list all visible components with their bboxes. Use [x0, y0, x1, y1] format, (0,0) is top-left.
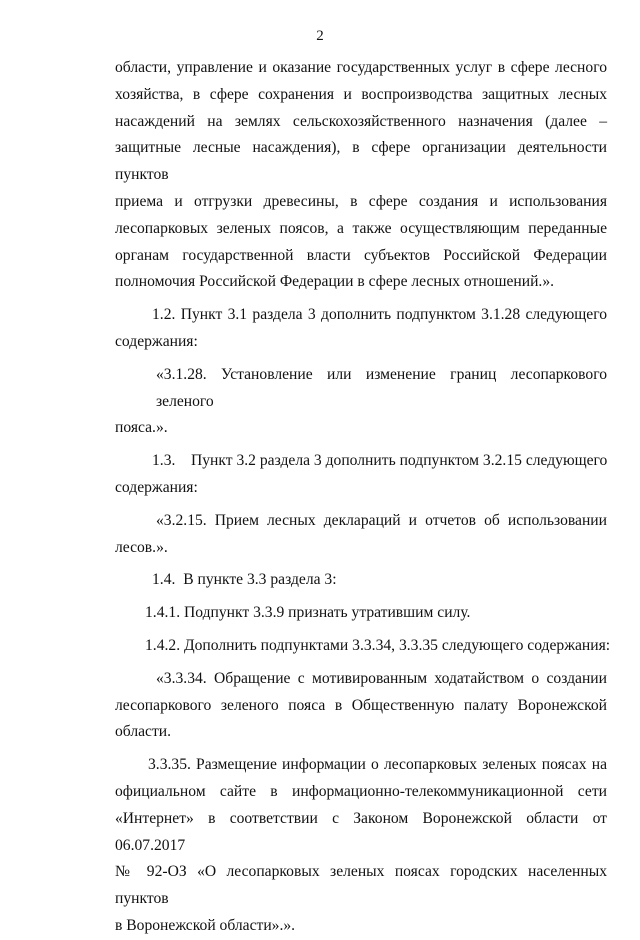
paragraph-3-3-34: [115, 666, 607, 746]
text-line: официальном сайте в информационно-телекоммуникационной сети: [115, 782, 607, 800]
text-line: насаждений на землях сельскохозяйственного назначения (далее –: [115, 112, 607, 130]
text-line: области, управление и оказание государственных услуг в сфере лесного: [115, 59, 607, 76]
paragraph-1-4-2: [115, 633, 611, 660]
text-line: лесопаркового зеленого пояса в Общественную палату Воронежской: [115, 696, 607, 714]
text-line: «3.3.34. Обращение с мотивированным ходатайством о создании: [156, 669, 607, 687]
paragraph-continuation: [115, 55, 607, 296]
document-body: [115, 55, 611, 940]
text-line: 1.4. В пункте 3.3 раздела 3:: [152, 571, 337, 589]
text-line: приема и отгрузки древесины, в сфере создания и использования: [115, 192, 607, 210]
text-line: защитные лесные насаждения), в сфере организации деятельности пунктов: [115, 139, 607, 184]
text-line: «3.1.28. Установление или изменение границ лесопаркового зеленого: [156, 365, 607, 410]
text-line: лесопарковых зеленых поясов, а также осуществляющим переданные: [115, 219, 607, 237]
text-line: 1.2. Пункт 3.1 раздела 3 дополнить подпунктом 3.1.28 следующего: [152, 306, 607, 324]
paragraph-1-3: [115, 448, 607, 502]
text-line: 1.4.2. Дополнить подпунктами 3.3.34, 3.3.35 следующего содержания:: [145, 636, 611, 654]
paragraph-3-1-28: [115, 362, 607, 442]
text-line: № 92-ОЗ «О лесопарковых зеленых поясах городских населенных пунктов: [115, 863, 607, 908]
text-line: области.: [115, 723, 172, 741]
paragraph-1-2: [115, 302, 607, 356]
text-line: пояса.».: [115, 419, 168, 437]
text-line: хозяйства, в сфере сохранения и воспроизводства защитных лесных: [115, 85, 607, 103]
text-line: содержания:: [115, 332, 198, 350]
text-line: лесов.».: [115, 538, 168, 556]
text-line: полномочия Российской Федерации в сфере лесных отношений.».: [115, 273, 555, 291]
text-line: в Воронежской области».».: [115, 916, 296, 934]
text-line: 1.3. Пункт 3.2 раздела 3 дополнить подпунктом 3.2.15 следующего: [152, 452, 608, 470]
text-line: 3.3.35. Размещение информации о лесопарковых зеленых поясах на: [148, 756, 607, 774]
text-line: содержания:: [115, 478, 198, 496]
text-line: органам государственной власти субъектов Российской Федерации: [115, 246, 607, 264]
text-line: 1.4.1. Подпункт 3.3.9 признать утратившим силу.: [145, 604, 471, 622]
text-line: «3.2.15. Прием лесных деклараций и отчетов об использовании: [156, 511, 607, 529]
paragraph-3-3-35: [115, 752, 607, 940]
page-number: 2: [316, 28, 324, 44]
paragraph-3-2-15: [115, 508, 607, 562]
paragraph-1-4: [115, 567, 607, 594]
paragraph-1-4-1: [115, 600, 607, 627]
text-line: «Интернет» в соответствии с Законом Воронежской области от 06.07.2017: [115, 809, 607, 854]
